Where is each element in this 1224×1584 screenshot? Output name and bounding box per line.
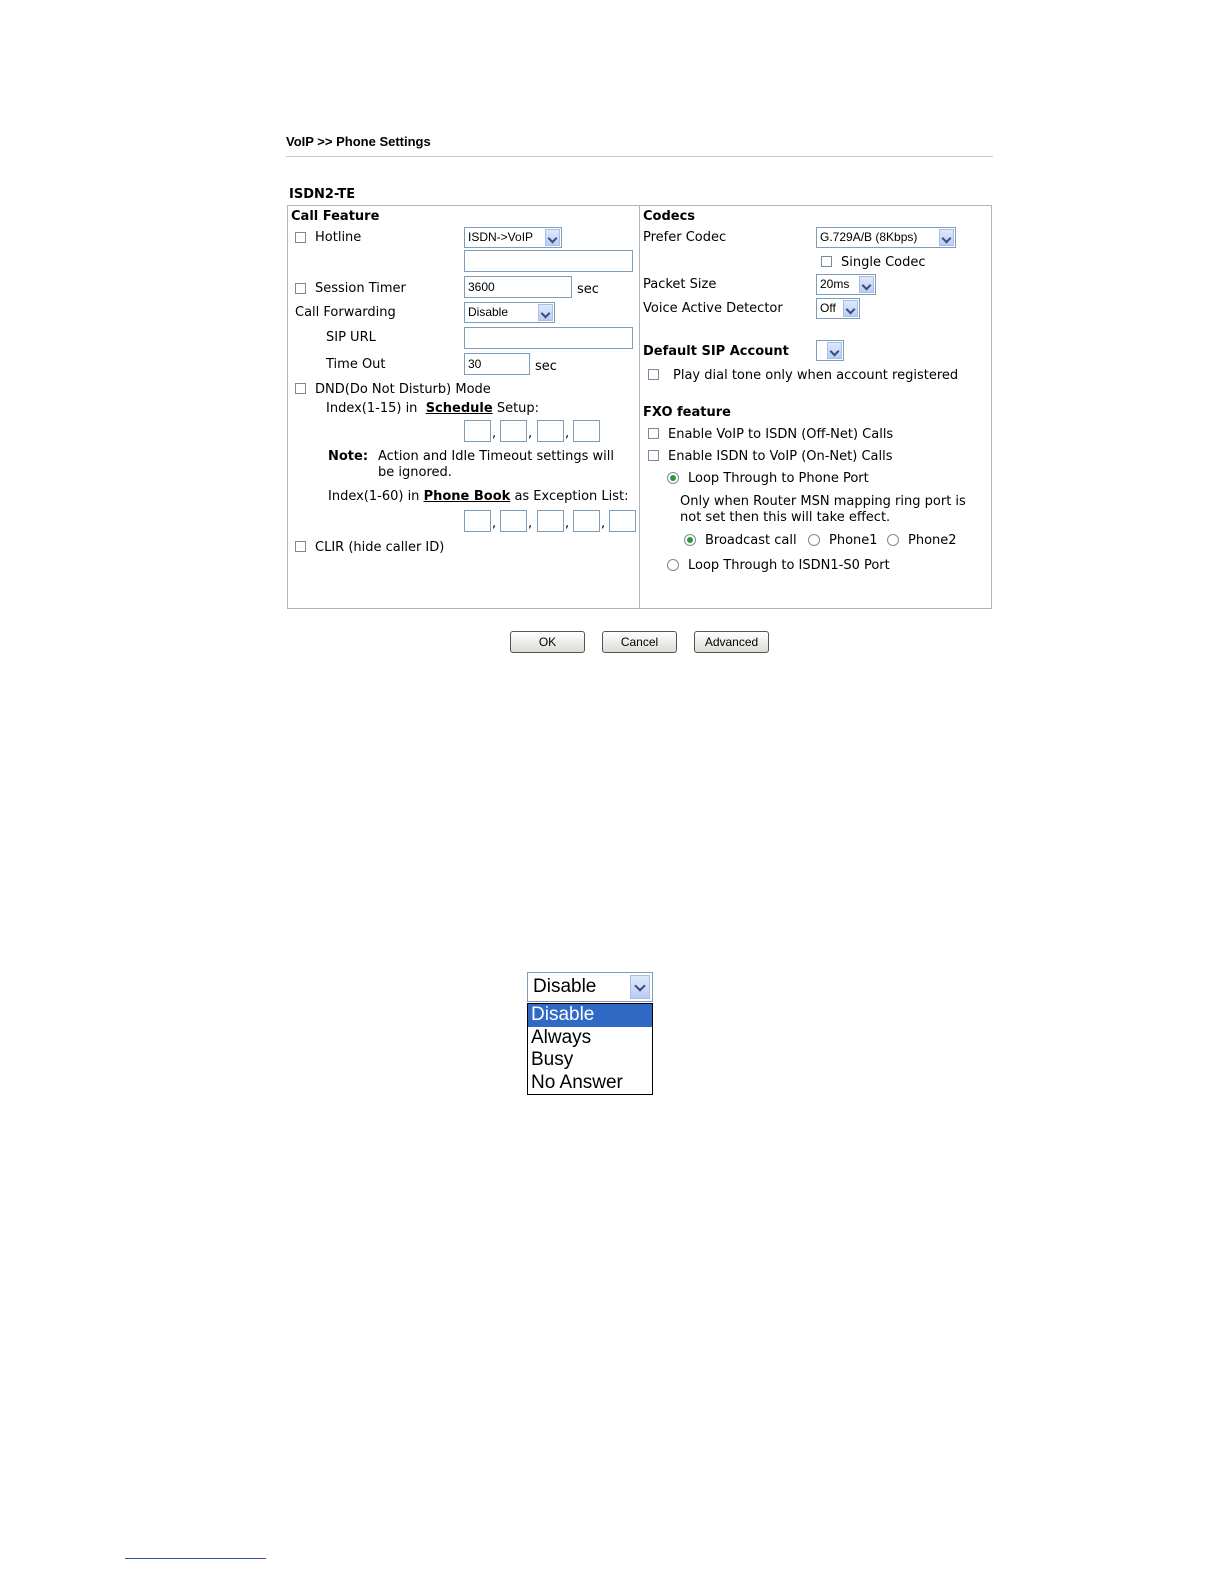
play-dial-tone-label: Play dial tone only when account registered [673,368,959,383]
separator-comma: , [565,516,570,531]
chevron-down-icon [545,229,560,246]
codecs-heading: Codecs [643,209,696,224]
schedule-index-line [326,401,539,416]
call-forwarding-options-list [527,1003,653,1095]
call-feature-heading: Call Feature [291,209,380,224]
session-timer-checkbox[interactable] [295,283,306,294]
phonebook-index-prefix: Index(1-60) in [328,489,420,504]
advanced-button[interactable]: Advanced [694,631,769,653]
timeout-input[interactable]: 30 [464,353,530,375]
exception-index-5[interactable] [609,510,636,532]
column-divider [639,206,640,608]
vad-select[interactable] [816,298,860,319]
chevron-down-icon [538,304,553,321]
chevron-down-icon [859,276,874,293]
hotline-direction-value: ISDN->VoIP [468,230,534,244]
exception-index-1[interactable] [464,510,491,532]
vad-label: Voice Active Detector [643,301,783,316]
phone-book-link[interactable]: Phone Book [423,489,511,504]
default-sip-select[interactable] [816,340,844,361]
separator-comma: , [528,426,533,441]
timeout-unit: sec [535,359,557,374]
hotline-checkbox[interactable] [295,232,306,243]
chevron-down-icon [630,975,650,999]
separator-comma: , [492,426,497,441]
exception-index-3[interactable] [537,510,564,532]
call-forwarding-dropdown-value: Disable [533,976,597,997]
msn-note-line1: Only when Router MSN mapping ring port is [680,494,966,509]
note-text-line2: be ignored. [378,465,452,480]
port-label: ISDN2-TE [289,187,356,202]
hotline-number-input[interactable] [464,250,633,272]
call-forwarding-dropdown[interactable] [527,972,653,1002]
page-title: VoIP >> Phone Settings [286,134,431,149]
chevron-down-icon [827,342,842,359]
call-forwarding-value: Disable [468,305,509,319]
voip-to-isdn-checkbox[interactable] [648,428,659,439]
clir-label: CLIR (hide caller ID) [315,540,445,555]
sip-url-input[interactable] [464,327,633,349]
exception-index-2[interactable] [500,510,527,532]
voip-to-isdn-label: Enable VoIP to ISDN (Off-Net) Calls [668,427,894,442]
isdn-to-voip-checkbox[interactable] [648,450,659,461]
schedule-index-1[interactable] [464,420,491,442]
schedule-index-4[interactable] [573,420,600,442]
ok-button[interactable]: OK [510,631,585,653]
option-always[interactable]: Always [531,1026,592,1048]
phone2-label: Phone2 [908,533,957,548]
clir-checkbox[interactable] [295,541,306,552]
option-busy[interactable]: Busy [531,1049,574,1070]
session-timer-input[interactable]: 3600 [464,276,572,298]
call-forwarding-select[interactable] [464,302,555,323]
option-no-answer[interactable]: No Answer [531,1071,623,1093]
session-timer-label: Session Timer [315,281,406,296]
phonebook-index-line [328,489,629,504]
hotline-label: Hotline [315,230,362,245]
packet-size-select[interactable] [816,274,876,295]
dnd-label: DND(Do Not Disturb) Mode [315,382,491,397]
dnd-checkbox[interactable] [295,383,306,394]
packet-size-value: 20ms [820,277,850,291]
session-timer-unit: sec [577,282,599,297]
play-dial-tone-checkbox[interactable] [648,369,659,380]
loop-through-phone-label: Loop Through to Phone Port [688,471,869,486]
schedule-link[interactable]: Schedule [425,401,493,416]
packet-size-label: Packet Size [643,277,717,292]
exception-index-4[interactable] [573,510,600,532]
chevron-down-icon [843,300,858,317]
schedule-index-prefix: Index(1-15) in [326,401,418,416]
default-sip-heading: Default SIP Account [643,344,789,359]
schedule-index-2[interactable] [500,420,527,442]
separator-comma: , [601,516,606,531]
option-disable[interactable]: Disable [528,1004,652,1027]
phone1-radio[interactable] [808,534,820,546]
broadcast-call-label: Broadcast call [705,533,797,548]
chevron-down-icon [939,229,954,246]
schedule-index-3[interactable] [537,420,564,442]
loop-through-phone-radio[interactable] [667,472,679,484]
prefer-codec-select[interactable] [816,227,956,248]
cancel-button[interactable]: Cancel [602,631,677,653]
separator-comma: , [528,516,533,531]
loop-through-isdn-label: Loop Through to ISDN1-S0 Port [688,558,890,573]
prefer-codec-value: G.729A/B (8Kbps) [820,230,918,244]
single-codec-label: Single Codec [841,255,926,270]
loop-through-isdn-radio[interactable] [667,559,679,571]
schedule-index-suffix: Setup: [496,401,540,416]
isdn-to-voip-label: Enable ISDN to VoIP (On-Net) Calls [668,449,893,464]
phone2-radio[interactable] [887,534,899,546]
call-forwarding-label: Call Forwarding [295,305,396,320]
hotline-direction-select[interactable] [464,227,562,248]
footnote-divider [125,1558,266,1559]
phonebook-index-suffix: as Exception List: [514,489,629,504]
sip-url-label: SIP URL [326,330,376,345]
title-divider [286,156,993,157]
separator-comma: , [565,426,570,441]
fxo-heading: FXO feature [643,405,731,420]
note-label: Note: [328,449,369,464]
separator-comma: , [492,516,497,531]
single-codec-checkbox[interactable] [821,256,832,267]
phone1-label: Phone1 [829,533,878,548]
broadcast-call-radio[interactable] [684,534,696,546]
msn-note-line2: not set then this will take effect. [680,510,891,525]
vad-value: Off [820,301,836,315]
note-text-line1: Action and Idle Timeout settings will [378,449,614,464]
prefer-codec-label: Prefer Codec [643,230,727,245]
timeout-label: Time Out [326,357,386,372]
